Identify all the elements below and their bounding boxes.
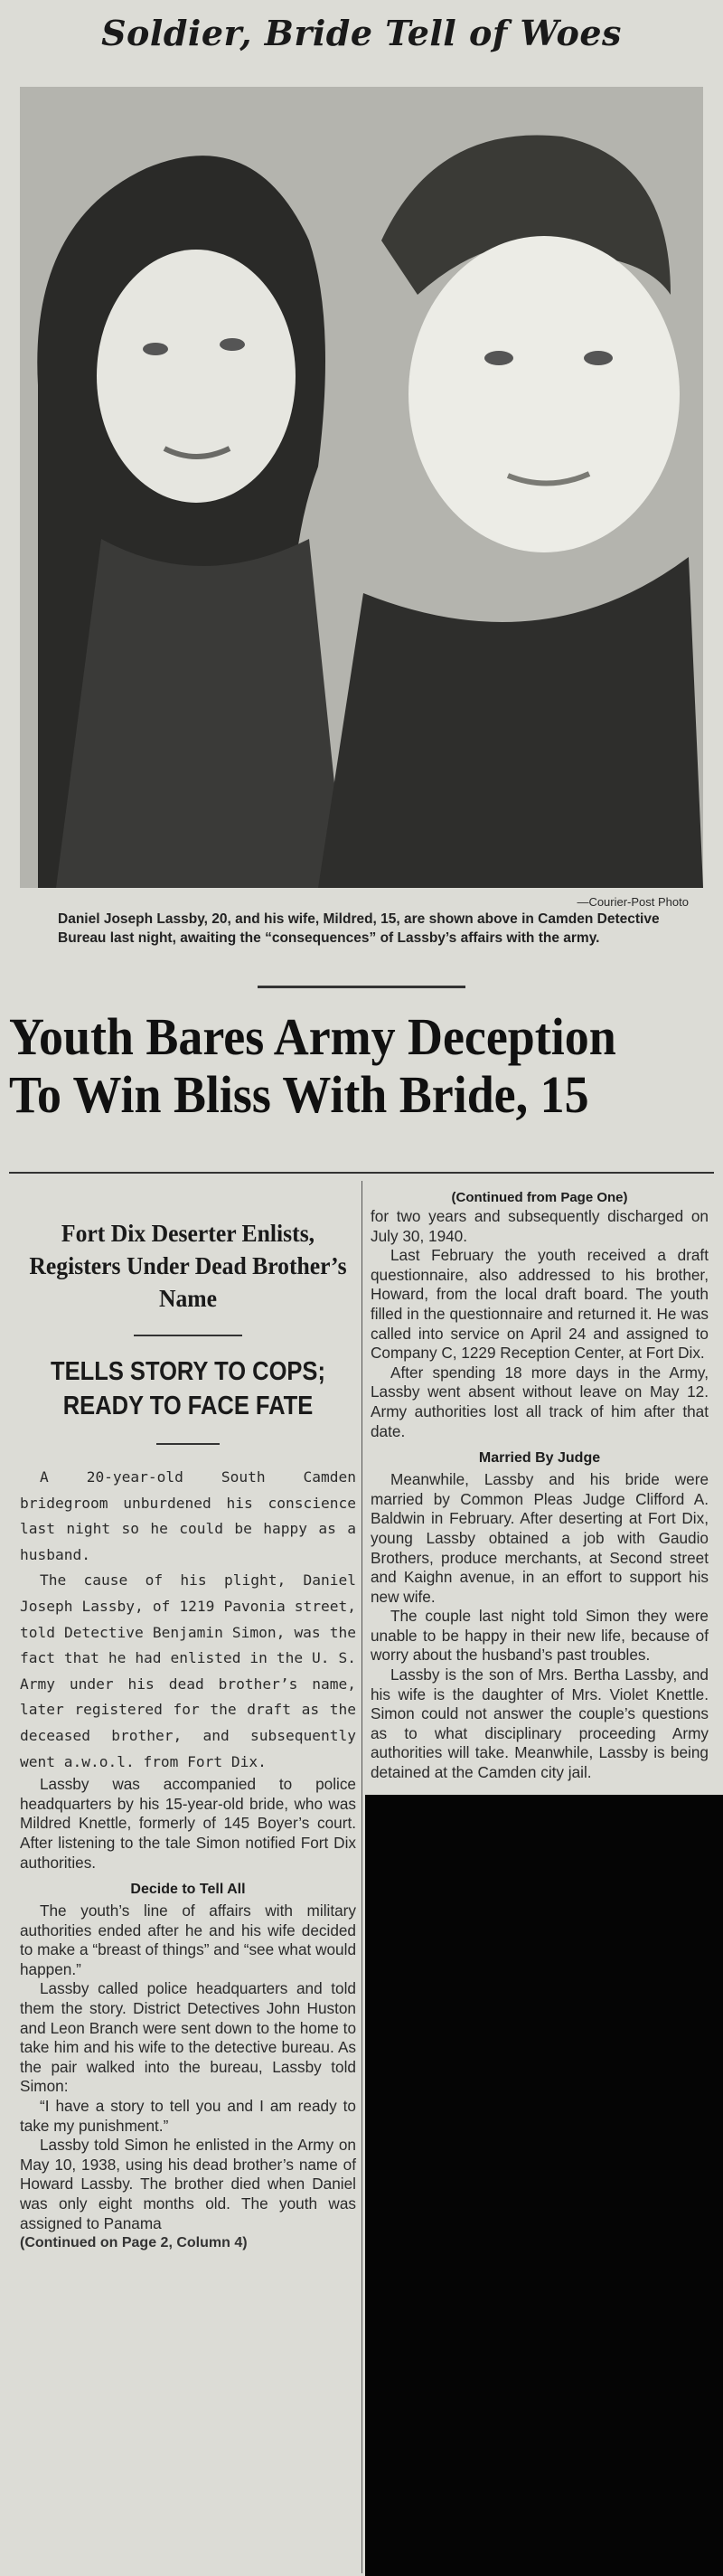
section-subhead: Married By Judge — [478, 1450, 601, 1467]
divider-rule — [258, 986, 465, 988]
paragraph: Lassby called police headquarters and told them the story. District Detectives John Huston and Leon Branch were sent down to the home to take him and his wife to the detective bureau. As the pair walked into the bureau, Lassby told Simon: — [20, 1979, 356, 2096]
headline-rule — [9, 1172, 714, 1174]
photo-headline: Soldier, Bride Tell of Woes — [101, 13, 622, 53]
article-body — [371, 1470, 709, 1783]
paragraph: A 20-year-old South Camden bridegroom unburdened his conscience last night so he could be happy as a husband. — [20, 1468, 356, 1563]
deck-rule — [134, 1335, 242, 1336]
article-column-2 — [371, 1181, 709, 1783]
paragraph: “I have a story to tell you and I am ready to take my punishment.” — [20, 2097, 356, 2135]
paragraph: The cause of his plight, Daniel Joseph Lassby, of 1219 Pavonia street, told Detective Benjamin Simon, was the fact that he had enlisted in the U. S. Army under his dead brother’s name, later registered for the draft as the deceased brother, and subsequently went a.w.o.l. from Fort Dix. — [20, 1571, 356, 1770]
article-column-1 — [20, 1181, 356, 2251]
main-headline-line1: Youth Bares Army Deception — [9, 1007, 616, 1066]
couple-photo — [20, 87, 703, 888]
blank-area — [365, 1795, 723, 2576]
article-body — [20, 1465, 356, 1775]
article-body — [20, 1775, 356, 1873]
paragraph: The couple last night told Simon they were unable to be happy in their new life, because of worry about the husband’s past troubles. — [371, 1607, 709, 1665]
paragraph: for two years and subsequently discharged on July 30, 1940. — [371, 1207, 709, 1245]
paragraph: Last February the youth received a draft questionnaire, also addressed to his brother, Howard, from the local draft board. The youth filled in the questionnaire and returned it. He was called into service on April 24 and assigned to Company C, 1229 Reception Center, at Fort Dix. — [371, 1246, 709, 1363]
section-subhead: Decide to Tell All — [130, 1882, 246, 1898]
photo-caption: Daniel Joseph Lassby, 20, and his wife, Mildred, 15, are shown above in Camden Detective Bureau last night, awaiting the “consequences” of Lassby’s affairs with the army. — [58, 911, 660, 946]
deck-subheadline: TELLS STORY TO COPS; READY TO FACE FATE — [51, 1357, 325, 1420]
continued-from: (Continued from Page One) — [451, 1190, 628, 1205]
main-headline-line2: To Win Bliss With Bride, 15 — [9, 1065, 589, 1124]
main-headline — [9, 1008, 664, 1124]
photo-credit: —Courier-Post Photo — [577, 895, 689, 909]
paragraph: After spending 18 more days in the Army, Lassby went absent without leave on May 12. Army authorities lost all track of him after that date. — [371, 1363, 709, 1440]
paragraph: Meanwhile, Lassby and his bride were married by Common Pleas Judge Clifford A. Baldwin in February. After deserting at Fort Dix, young Lassby obtained a job with Gaudio Brothers, produce merchants, at Second street and Kaighn avenue, in an effort to support his new wife. — [371, 1470, 709, 1606]
paragraph: Lassby was accompanied to police headquarters by his 15-year-old bride, who was Mildred Knettle, formerly of 145 Boyer’s court. After listening to the tale Simon notified Fort Dix authorities. — [20, 1775, 356, 1872]
deck-rule-2 — [156, 1443, 220, 1445]
article-body — [20, 1901, 356, 2233]
paragraph: Lassby is the son of Mrs. Bertha Lassby, and his wife is the daughter of Mrs. Violet Knettle. Simon could not answer the couple’s questions as to what disciplinary proceeding Army authorities will take. Meanwhile, Lassby is being detained at the Camden city jail. — [371, 1665, 709, 1782]
article-body — [371, 1207, 709, 1441]
continued-line: (Continued on Page 2, Column 4) — [20, 2235, 248, 2251]
paragraph: The youth’s line of affairs with military authorities ended after he and his wife decided to make a “breast of things” and “see what would happen.” — [20, 1901, 356, 1978]
couple-photo-image — [20, 87, 703, 888]
deck-headline: Fort Dix Deserter Enlists, Registers Under Dead Brother’s Name — [29, 1220, 347, 1312]
paragraph: Lassby told Simon he enlisted in the Army on May 10, 1938, using his dead brother’s name of Howard Lassby. The brother died when Daniel was only eight months old. The youth was assigned to Panama — [20, 2136, 356, 2232]
